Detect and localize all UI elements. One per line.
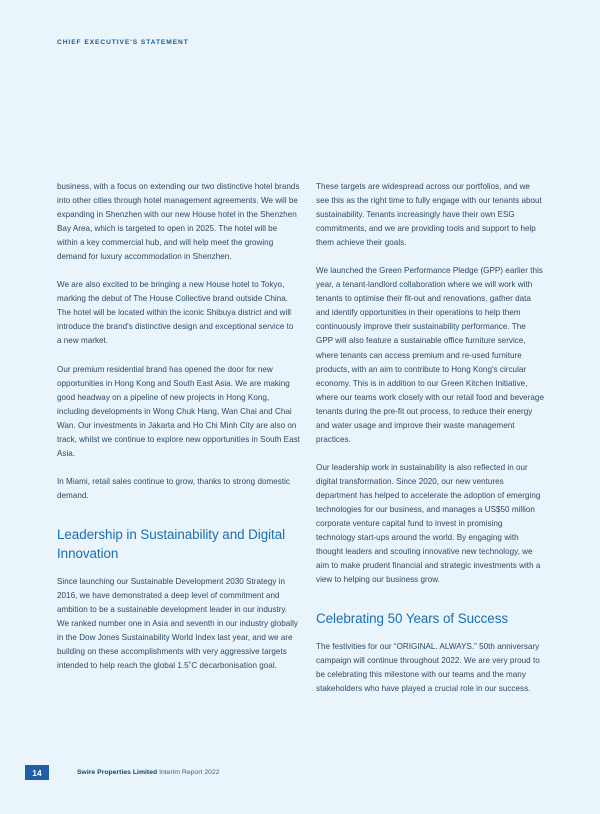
footer-company-name: Swire Properties Limited xyxy=(77,769,158,776)
paragraph: We launched the Green Performance Pledge (GPP) earlier this year, a tenant-landlord collaboration where we will work with tenants to optimise their fit-out and renovations, gather data and identify opportunities in their operations to help them continuously improve their sustainability performance. The GPP will also feature a sustainable office furniture service, where tenants can access premium and re-used furniture products, with an aim to contribute to Hong Kong's circular economy. This is in addition to our Green Kitchen Initiative, where our teams work closely with our retail food and beverage tenants during the pre-fit out process, to reduce their energy and water usage and improve their waste management practices. xyxy=(316,266,544,444)
running-head: CHIEF EXECUTIVE'S STATEMENT xyxy=(57,39,189,46)
footer-imprint xyxy=(77,769,220,776)
two-column-body xyxy=(0,180,600,696)
right-column xyxy=(316,180,600,696)
paragraph: In Miami, retail sales continue to grow, thanks to strong domestic demand. xyxy=(57,476,290,500)
page-footer xyxy=(25,765,220,780)
left-column xyxy=(0,180,316,673)
page-number-badge: 14 xyxy=(25,765,49,780)
paragraph: We are also excited to be bringing a new House hotel to Tokyo, marking the debut of The House Collective brand outside China. The hotel will be located within the iconic Shibuya district and will introduce the brand's distinctive design and exceptional service to a new market. xyxy=(57,280,294,346)
paragraph: Our premium residential brand has opened the door for new opportunities in Hong Kong and South East Asia. We are making good headway on a pipeline of new projects in Hong Kong, including developments in Wong Chuk Hang, Wan Chai and Chai Wan. Our investments in Jakarta and Ho Chi Minh City are also on track, whilst we continue to explore new opportunities in South East Asia. xyxy=(57,364,300,458)
paragraph: Our leadership work in sustainability is also reflected in our digital transformation. Since 2020, our new ventures department has helped to accelerate the adoption of emerging technologies for our business, and manages a US$50 million corporate venture capital fund to invest in promising technology start-ups around the world. By engaging with thought leaders and scouting innovative new technology, we aim to make prudent financial and strategic investments with a view to helping our business grow. xyxy=(316,462,541,585)
paragraph: These targets are widespread across our portfolios, and we see this as the right time to fully engage with our tenants about sustainability. Tenants increasingly have their own ESG commitments, and we are providing tools and support to help them achieve their goals. xyxy=(316,182,542,248)
paragraph: Since launching our Sustainable Development 2030 Strategy in 2016, we have demonstrated a deep level of commitment and ambition to be a sustainable development leader in our industry. We ranked number one in Asia and seventh in our industry globally in the Dow Jones Sustainability World Index last year, and we are building on these accomplishments with very aggressive targets intended to help reach the global 1.5˚C decarbonisation goal. xyxy=(57,576,298,671)
paragraph: The festivities for our “ORIGINAL. ALWAYS.” 50th anniversary campaign will continue throughout 2022. We are very proud to be celebrating this milestone with our teams and the many stakeholders who have played a crucial role in our success. xyxy=(316,641,540,693)
section-heading-celebrating: Celebrating 50 Years of Success xyxy=(316,611,508,627)
footer-report-name: Interim Report 2022 xyxy=(159,769,220,776)
paragraph: business, with a focus on extending our two distinctive hotel brands into other cities through hotel management agreements. We will be expanding in Shenzhen with our new House hotel in the Shenzhen Bay Area, which is targeted to open in 2025. The hotel will be within a key commercial hub, and will help meet the growing demand for luxury accommodation in Shenzhen. xyxy=(57,182,300,262)
section-heading-leadership: Leadership in Sustainability and Digital Innovation xyxy=(57,526,286,562)
